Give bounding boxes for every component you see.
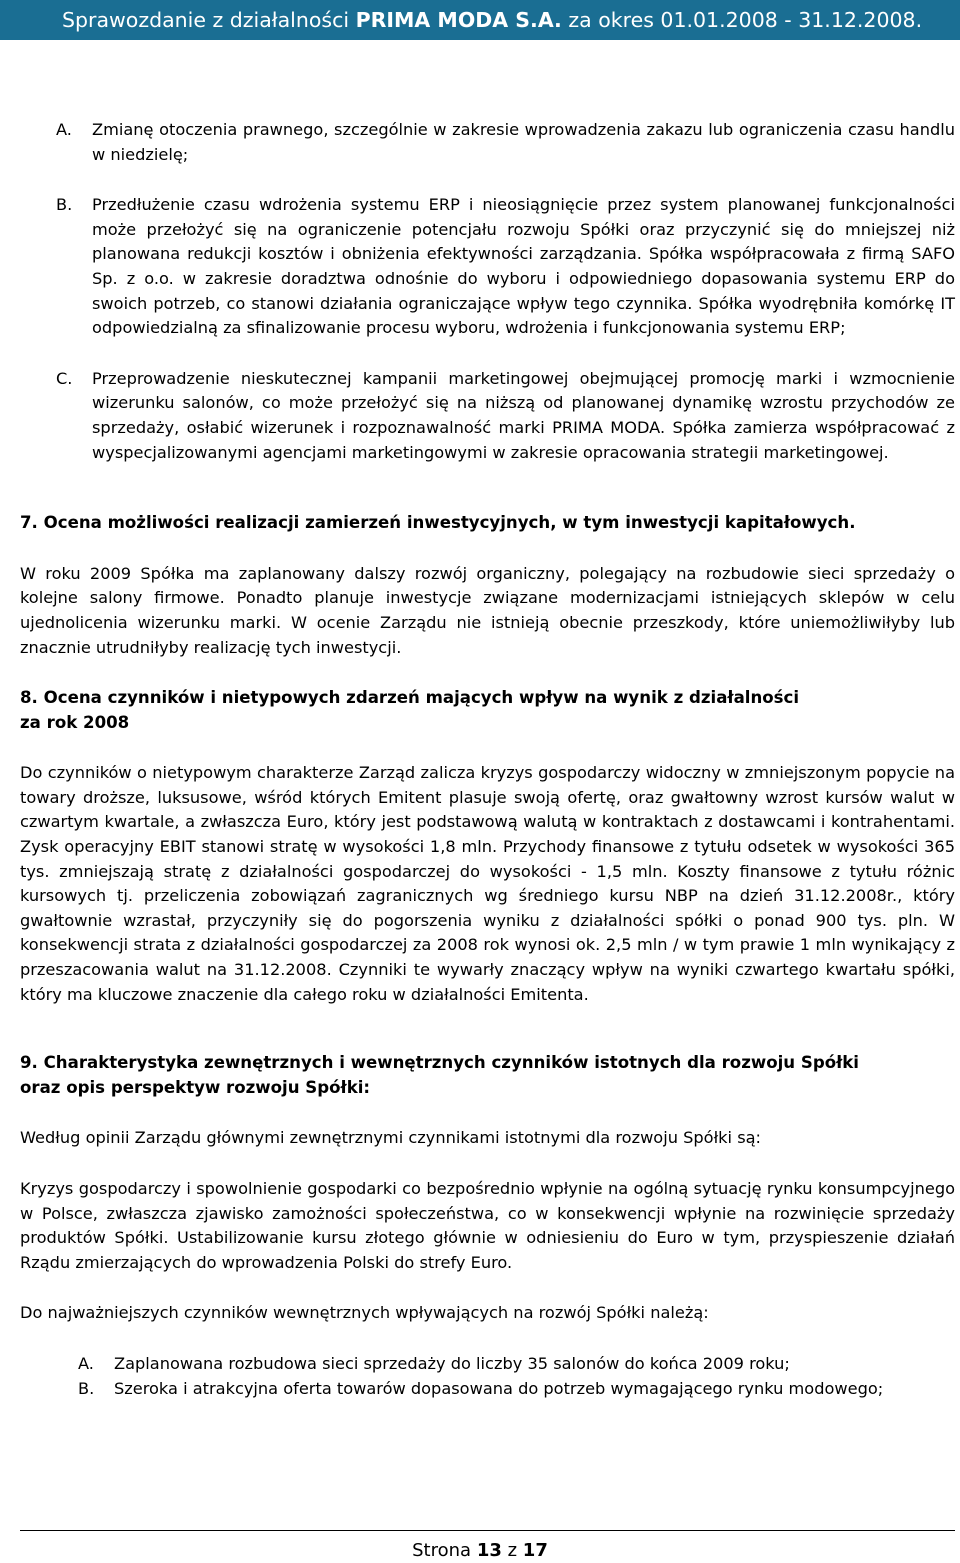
list-marker: A. <box>56 120 72 139</box>
risk-item-b <box>20 193 955 341</box>
section-8-heading-line1: 8. Ocena czynników i nietypowych zdarzeń mających wpływ na wynik z działalności <box>20 688 800 708</box>
page-content <box>20 118 955 1401</box>
internal-factor-a <box>20 1352 955 1377</box>
internal-factor-text: Szeroka i atrakcyjna oferta towarów dopasowana do potrzeb wymagającego rynku modowego; <box>114 1378 884 1398</box>
risk-text: Przedłużenie czasu wdrożenia systemu ERP i nieosiągnięcie przez system planowanej funkcjonalności może przełożyć się na ograniczenie potencjału rozwoju Spółki oraz przyczynić się do mniejszej niż planowana redukcji kosztów i obniżenia efektywności zarządzania. Spółka współpracowała z firmą SAFO Sp. z o.o. w zakresie doradztwa odnośnie do wyboru i odpowiedniego dopasowania systemu ERP do swoich potrzeb, co stanowi działania ograniczające wpływ tego czynnika. Spółka wyodrębniła komórkę IT odpowiedzialną za sfinalizowanie procesu wyboru, wdrożenia i funkcjonowania systemu ERP; <box>92 195 955 338</box>
section-9-intro: Według opinii Zarządu głównymi zewnętrznymi czynnikami istotnymi dla rozwoju Spółki są: <box>20 1128 761 1148</box>
section-8-heading-line2: za rok 2008 <box>20 712 130 732</box>
footer-label: Strona <box>412 1540 472 1561</box>
list-marker: A. <box>78 1353 94 1373</box>
risk-text: Przeprowadzenie nieskutecznej kampanii marketingowej obejmującej promocję marki i wzmocnienie wizerunku salonów, co może przełożyć się na niższą od planowanej dynamikę wzrostu przychodów ze sprzedaży, osłabić wizerunek i rozpoznawalność marki PRIMA MODA. Spółka zamierza współpracować z wyspecjalizowanymi agencjami marketingowymi w zakresie opracowania strategii marketingowej. <box>92 368 955 462</box>
header-company: PRIMA MODA S.A. <box>355 8 562 32</box>
risk-text: Zmianę otoczenia prawnego, szczególnie w zakresie wprowadzenia zakazu lub ograniczenia czasu handlu w niedzielę; <box>92 120 955 164</box>
section-7-heading: 7. Ocena możliwości realizacji zamierzeń inwestycyjnych, w tym inwestycji kapitałowych. <box>20 513 856 533</box>
footer-total-pages: 17 <box>522 1540 548 1561</box>
internal-factor-b <box>20 1377 955 1402</box>
document-header <box>0 0 960 40</box>
list-marker: B. <box>56 195 73 215</box>
list-marker: C. <box>56 368 73 388</box>
header-prefix: Sprawozdanie z działalności <box>62 8 356 32</box>
section-9-heading-line2: oraz opis perspektyw rozwoju Spółki: <box>20 1077 371 1097</box>
footer-divider <box>20 1530 955 1531</box>
section-8-body: Do czynników o nietypowym charakterze Zarząd zalicza kryzys gospodarczy widoczny w zmniejszonym popycie na towary droższe, luksusowe, wśród których Emitent plasuje swoją ofertę, oraz gwałtowny wzrost kursów walut w czwartym kwartale, a zwłaszcza Euro, który jest podstawową walutą w kontraktach z dostawcami i kontrahentami. Zysk operacyjny EBIT stanowi stratę w wysokości 1,8 mln. Przychody finansowe z tytułu odsetek w wysokości 365 tys. zmniejszają stratę z działalności gospodarczej do wysokości - 1,5 mln. Koszty finansowe z tytułu różnic kursowych tj. przeliczenia zobowiązań zagranicznych wg średniego kursu NBP na dzień 31.12.2008r., który gwałtownie wzrastał, przyczyniły się do pogorszenia wyniku z działalności spółki o ponad 900 tys. pln. W konsekwencji strata z działalności gospodarczej za 2008 rok wynosi ok. 2,5 mln / w tym prawie 1 mln wynikający z przeszacowania walut na 31.12.2008. Czynniki te wywarły znaczący wpływ na wyniki czwartego kwartału spółki, który ma kluczowe znaczenie dla całego roku w działalności Emitenta. <box>20 763 955 1004</box>
list-marker: B. <box>78 1378 95 1398</box>
internal-factor-text: Zaplanowana rozbudowa sieci sprzedaży do liczby 35 salonów do końca 2009 roku; <box>114 1353 790 1373</box>
footer-current-page: 13 <box>476 1540 502 1561</box>
section-9-heading-line1: 9. Charakterystyka zewnętrznych i wewnętrznych czynników istotnych dla rozwoju Spółki <box>20 1053 859 1073</box>
header-suffix: za okres 01.01.2008 - 31.12.2008. <box>561 8 923 32</box>
footer-separator: z <box>507 1540 518 1561</box>
section-7-body: W roku 2009 Spółka ma zaplanowany dalszy rozwój organiczny, polegający na rozbudowie sieci sprzedaży o kolejne salony firmowe. Ponadto planuje inwestycje związane modernizacjami istniejących sklepów w celu ujednolicenia wizerunku marki. W ocenie Zarządu nie istnieją obecnie przeszkody, które uniemożliwiłyby lub znacznie utrudniłyby realizację tych inwestycji. <box>20 563 955 657</box>
section-9-internal-intro: Do najważniejszych czynników wewnętrznych wpływających na rozwój Spółki należą: <box>20 1303 709 1323</box>
risk-item-c <box>20 367 955 465</box>
page-footer <box>0 1539 960 1563</box>
risk-item-a <box>20 118 955 167</box>
section-9-external-factors: Kryzys gospodarczy i spowolnienie gospodarki co bezpośrednio wpłynie na ogólną sytuację rynku konsumpcyjnego w Polsce, zwłaszcza zjawisko zamożności społeczeństwa, co w konsekwencji wpłynie na rozwinięcie sprzedaży produktów Spółki. Ustabilizowanie kursu złotego głównie w odniesieniu do Euro w tym, przyspieszenie działań Rządu zmierzających do wprowadzenia Polski do strefy Euro. <box>20 1179 955 1272</box>
